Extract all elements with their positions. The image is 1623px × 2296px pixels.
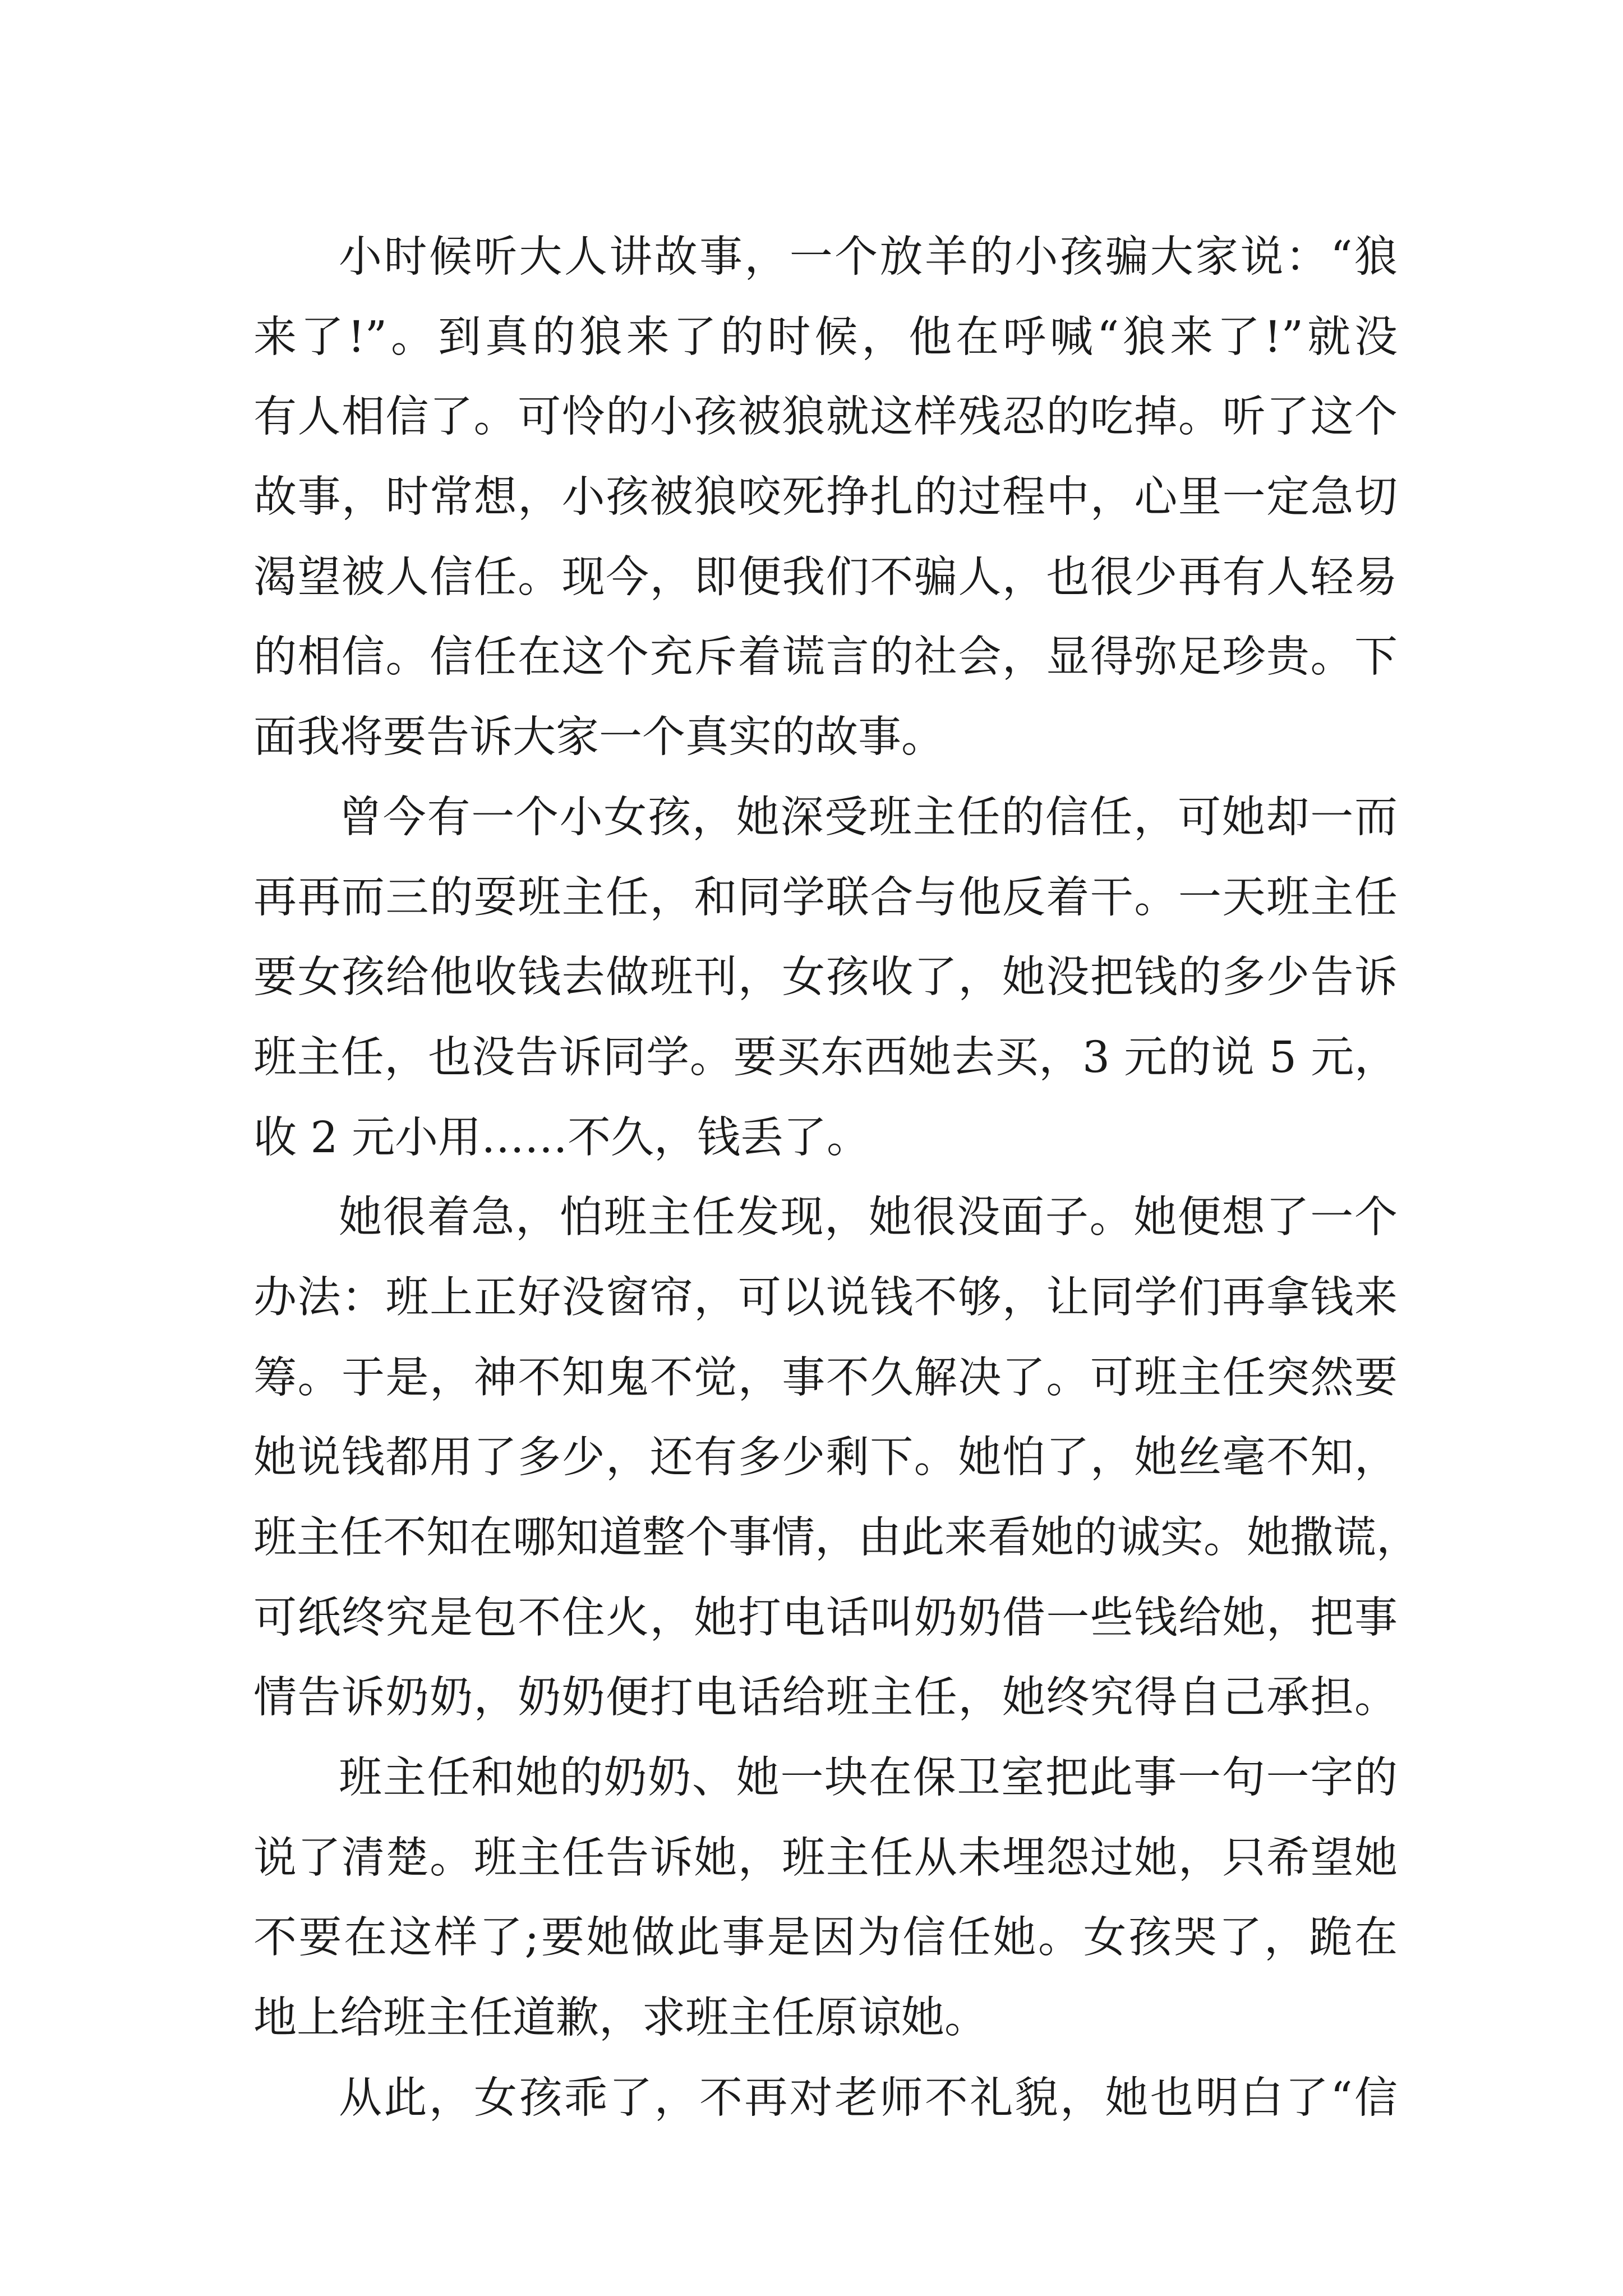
paragraph-line: 再再而三的耍班主任，和同学联合与他反着干。一天班主任: [253, 872, 1398, 923]
paragraph-line: 不要在这样了;要她做此事是因为信任她。女孩哭了，跪在: [253, 1913, 1398, 1963]
paragraph-line: 班主任不知在哪知道整个事情，由此来看她的诚实。她撒谎，: [253, 1513, 1419, 1563]
paragraph-line: 曾今有一个小女孩，她深受班主任的信任，可她却一而: [339, 792, 1398, 843]
paragraph-1: [253, 218, 1398, 778]
paragraph-line: 说了清楚。班主任告诉她，班主任从未埋怨过她，只希望她: [253, 1833, 1398, 1883]
paragraph-line: 从此，女孩乖了，不再对老师不礼貌，她也明白了“信: [339, 2073, 1398, 2123]
paragraph-line: 她很着急，怕班主任发现，她很没面子。她便想了一个: [339, 1193, 1398, 1243]
paragraph-line: 筹。于是，神不知鬼不觉，事不久解决了。可班主任突然要: [253, 1352, 1398, 1403]
paragraph-line: 渴望被人信任。现今，即便我们不骗人，也很少再有人轻易: [253, 552, 1398, 602]
paragraph-line: 故事，时常想，小孩被狼咬死挣扎的过程中，心里一定急切: [253, 472, 1398, 523]
paragraph-line: 面我将要告诉大家一个真实的故事。: [253, 712, 944, 763]
paragraph-line: 小时候听大人讲故事，一个放羊的小孩骗大家说：“狼: [339, 232, 1398, 282]
paragraph-5: [253, 2059, 1398, 2139]
paragraph-line: 来了!”。到真的狼来了的时候，他在呼喊“狼来了!”就没: [253, 312, 1398, 362]
paragraph-line: 地上给班主任道歉，求班主任原谅她。: [253, 1993, 988, 2044]
paragraph-line: 有人相信了。可怜的小孩被狼就这样残忍的吃掉。听了这个: [253, 392, 1398, 443]
paragraph-line: 的相信。信任在这个充斥着谎言的社会，显得弥足珍贵。下: [253, 632, 1398, 683]
paragraph-line: 要女孩给他收钱去做班刊，女孩收了，她没把钱的多少告诉: [253, 953, 1398, 1003]
paragraph-4: [253, 1738, 1398, 2059]
paragraph-2: [253, 778, 1398, 1178]
body-text: [253, 218, 1419, 2139]
paragraph-3: [253, 1178, 1419, 1738]
paragraph-line: 班主任和她的奶奶、她一块在保卫室把此事一句一字的: [339, 1753, 1398, 1803]
paragraph-line: 班主任，也没告诉同学。要买东西她去买，3 元的说 5 元，: [253, 1032, 1398, 1083]
paragraph-line: 办法：班上正好没窗帘，可以说钱不够，让同学们再拿钱来: [253, 1272, 1398, 1323]
paragraph-line: 情告诉奶奶，奶奶便打电话给班主任，她终究得自己承担。: [253, 1673, 1398, 1723]
paragraph-line: 可纸终究是包不住火，她打电话叫奶奶借一些钱给她，把事: [253, 1593, 1398, 1643]
paragraph-line: 她说钱都用了多少，还有多少剩下。她怕了，她丝毫不知，: [253, 1433, 1398, 1483]
paragraph-line: 收 2 元小用……不久，钱丢了。: [253, 1112, 870, 1163]
